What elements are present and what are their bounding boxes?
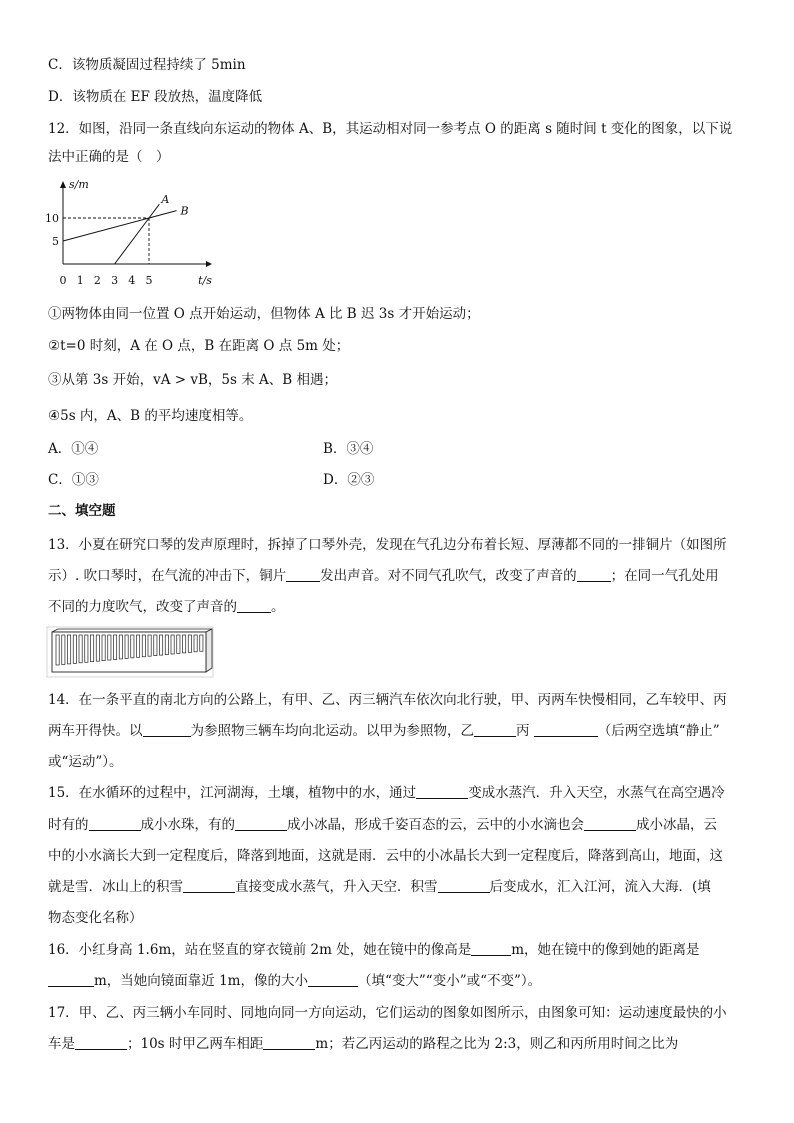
q15-line4: 就是雪．冰山上的积雪 直接变成水蒸气，升入天空．积雪 后变成水，汇入江河，流入大海．(填 xyxy=(48,879,711,895)
x-axis-arrow xyxy=(206,261,212,267)
reed xyxy=(142,635,145,657)
reed xyxy=(62,635,65,664)
q12-option-c: C．①③ xyxy=(48,472,99,488)
y-axis-arrow xyxy=(60,181,66,188)
q16-blank-1[interactable] xyxy=(471,941,511,956)
x-tick-label-5: 5 xyxy=(145,274,153,287)
harmonica-reed-illustration xyxy=(46,626,214,678)
q15-blank-5[interactable] xyxy=(183,878,235,893)
q16-line2: m，当她向镜面靠近 1m，像的大小 （填“变大”“变小”或“不变”）。 xyxy=(48,971,541,991)
reed xyxy=(137,635,140,657)
q14-line2: 两车开得快。以 为参照物三辆车均向北运动。以甲为参照物，乙 丙 （后两空选填“静止” xyxy=(48,723,720,739)
reed xyxy=(160,635,163,655)
series-label-A: A xyxy=(161,193,170,207)
q12-statement-3: ③从第 3s 开始，vA > vB，5s 末 A、B 相遇； xyxy=(48,372,337,388)
reed xyxy=(68,635,71,664)
reed xyxy=(177,635,180,653)
x-axis-label: t/s xyxy=(198,274,212,287)
q14-blank-2[interactable] xyxy=(474,722,516,737)
q15-blank-3[interactable] xyxy=(235,816,287,831)
q15-line2: 时有的 成小水珠，有的 成小冰晶，形成千姿百态的云，云中的小水滴也会 成小冰晶，云 xyxy=(48,817,717,833)
q16-line1: 16．小红身高 1.6m，站在竖直的穿衣镜前 2m 处，她在镜中的像高是 m，她在镜中的像到她的距离是 xyxy=(48,942,700,958)
reed xyxy=(131,635,134,658)
x-tick-label-4: 4 xyxy=(128,274,136,287)
reed xyxy=(154,635,157,656)
q14-blank-3[interactable] xyxy=(534,722,598,737)
q17-line2: 车是 ；10s 时甲乙两车相距 m；若乙丙运动的路程之比为 2:3，则乙和丙所用时间之比为 xyxy=(48,1036,679,1052)
x-tick-label-0: 0 xyxy=(59,274,67,287)
reed xyxy=(125,635,128,658)
series-line-B xyxy=(63,211,177,241)
y-tick-label-10: 10 xyxy=(45,212,59,225)
q15-blank-1[interactable] xyxy=(416,784,468,799)
section-title: 二、填空题 xyxy=(48,503,116,519)
q12-statement-2: ②t=0 时刻，A 在 O 点，B 在距离 O 点 5m 处； xyxy=(48,338,350,354)
q17-blank-1[interactable] xyxy=(75,1035,127,1050)
q15-blank-4[interactable] xyxy=(584,816,636,831)
series-label-B: B xyxy=(180,204,189,218)
q12-stem-line1: 12．如图，沿同一条直线向东运动的物体 A、B，其运动相对同一参考点 O 的距离 s 随时间 t 变化的图象，以下说 xyxy=(48,121,733,137)
q12-option-a: A．①④ xyxy=(48,441,99,457)
reed xyxy=(119,635,122,659)
q11-option-c: C．该物质凝固过程持续了 5min xyxy=(48,57,246,73)
x-tick-label-3: 3 xyxy=(111,274,119,287)
q15-blank-6[interactable] xyxy=(438,878,490,893)
reed xyxy=(165,635,168,655)
q13-blank-2[interactable] xyxy=(577,567,611,582)
q15-line3: 中的小水滴长大到一定程度后，降落到地面，这就是雨．云中的小冰晶长大到一定程度后，降落到高山，地面，这 xyxy=(48,848,723,864)
x-tick-label-2: 2 xyxy=(93,274,101,287)
reed xyxy=(183,635,186,653)
q12-option-b: B．③④ xyxy=(323,441,374,457)
q16-blank-3[interactable] xyxy=(308,972,358,987)
reed xyxy=(194,635,197,652)
q12-stem-line2: 法中正确的是（ ） xyxy=(48,149,170,165)
x-tick-label-1: 1 xyxy=(76,274,84,287)
reed xyxy=(91,635,94,662)
q16-blank-2[interactable] xyxy=(48,972,94,987)
reed xyxy=(96,635,99,661)
reed xyxy=(79,635,82,663)
q15-line5: 物态变化名称） xyxy=(48,910,143,926)
q15-line1: 15．在水循环的过程中，江河湖海，土壤，植物中的水，通过 变成水蒸汽．升入天空，水蒸气在高空遇冷 xyxy=(48,785,725,801)
reed xyxy=(102,635,105,661)
y-tick-label-5: 5 xyxy=(52,235,59,248)
reed xyxy=(171,635,174,654)
q14-blank-1[interactable] xyxy=(143,722,191,737)
q12-distance-time-chart xyxy=(44,176,224,298)
q11-option-d: D．该物质在 EF 段放热，温度降低 xyxy=(48,89,263,105)
q13-line3: 不同的力度吹气，改变了声音的 。 xyxy=(48,599,285,615)
q12-statement-4: ④5s 内，A、B 的平均速度相等。 xyxy=(48,408,253,424)
q14-line3: 或“运动”）。 xyxy=(48,754,123,770)
y-axis-label: s/m xyxy=(69,178,89,191)
q13-line2: 示）. 吹口琴时，在气流的冲击下，铜片 发出声音。对不同气孔吹气，改变了声音的 ；在同一气孔处用 xyxy=(48,568,719,584)
q15-blank-2[interactable] xyxy=(89,816,141,831)
q17-blank-2[interactable] xyxy=(263,1035,315,1050)
reed xyxy=(200,635,203,651)
q13-blank-1[interactable] xyxy=(286,567,320,582)
q13-blank-3[interactable] xyxy=(237,598,271,613)
reed xyxy=(73,635,76,663)
q17-line1: 17．甲、乙、丙三辆小车同时、同地向同一方向运动，它们运动的图象如图所示，由图象可知：运动速度最快的小 xyxy=(48,1005,727,1021)
series-line-A xyxy=(115,204,160,264)
reed xyxy=(114,635,117,660)
reed xyxy=(85,635,88,662)
reed xyxy=(148,635,151,656)
reed xyxy=(188,635,191,652)
q13-line1: 13．小夏在研究口琴的发声原理时，拆掉了口琴外壳，发现在气孔边分布着长短、厚薄都不同的一排铜片（如图所 xyxy=(48,537,727,553)
q14-line1: 14．在一条平直的南北方向的公路上，有甲、乙、丙三辆汽车依次向北行驶，甲、丙两车快慢相同，乙车较甲、丙 xyxy=(48,692,727,708)
q12-option-d: D．②③ xyxy=(323,472,375,488)
reed xyxy=(108,635,111,660)
q12-statement-1: ①两物体由同一位置 O 点开始运动，但物体 A 比 B 迟 3s 才开始运动； xyxy=(48,306,480,322)
reed xyxy=(56,635,59,665)
